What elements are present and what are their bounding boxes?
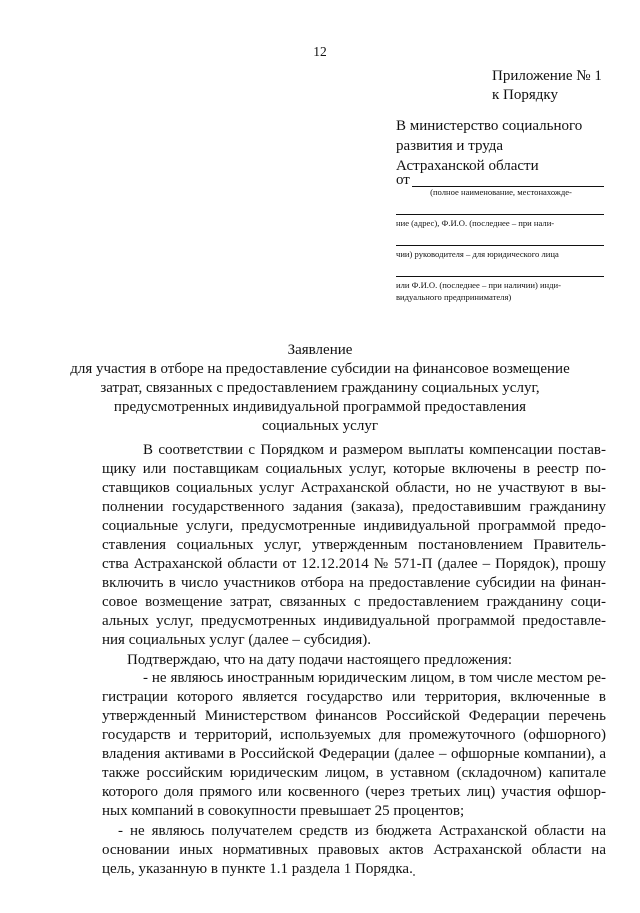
- body-line: которого доля прямого или косвенного (через третьих лиц) участия офшор-: [102, 784, 606, 800]
- body-line: включить в число участников отбора на предоставление субсидии на финан-: [102, 575, 606, 591]
- recipient-line: В министерство социального: [396, 118, 583, 134]
- field-hint: ние (адрес), Ф.И.О. (последнее – при нали-: [396, 218, 555, 228]
- from-field: [396, 172, 604, 188]
- fill-line: [396, 214, 604, 215]
- body-line: ставщиков социальных услуг Астраханской области, но не участвуют в вы-: [102, 480, 606, 496]
- body-line: В соответствии с Порядком и размером выплаты компенсации постав-: [143, 442, 606, 458]
- body-line: - не являюсь получателем средств из бюджета Астраханской области на: [118, 823, 606, 839]
- body-line: гистрации которого является государство или территория, включенные в: [102, 689, 606, 705]
- body-line: полнении государственного задания (заказа), предоставившим гражданину: [102, 499, 606, 515]
- recipient-line: развития и труда: [396, 138, 504, 154]
- body-line: ния социальных услуг (далее – субсидия).: [102, 632, 372, 648]
- title-line: затрат, связанных с предоставлением гражданину социальных услуг,: [100, 380, 540, 396]
- body-line: также российским юридическим лицом, в уставном (складочном) капитале: [102, 765, 606, 781]
- body-line: щику или поставщикам социальных услуг, которые включены в реестр по-: [102, 461, 606, 477]
- field-hint: чии) руководителя – для юридического лица: [396, 249, 559, 259]
- body-line: цель, указанную в пункте 1.1 раздела 1 Порядка.: [102, 861, 413, 877]
- page-number: 12: [313, 44, 327, 59]
- body-line: ства Астраханской области от 12.12.2014 № 571-П (далее – Порядок), прошу: [102, 556, 606, 572]
- body-line: альных услуг, предусмотренных индивидуальной программой предоставле-: [102, 613, 606, 629]
- body-line: основании иных нормативных правовых актов Астраханской области на: [102, 842, 606, 858]
- body-line: утвержденный Министерством финансов Российской Федерации перечень: [102, 708, 606, 724]
- appendix-header: [492, 67, 602, 105]
- recipient-block: [396, 116, 606, 176]
- fill-line: [396, 276, 604, 277]
- field-hint: видуального предпринимателя): [396, 292, 512, 302]
- scan-speck: [413, 874, 415, 876]
- recipient-line: Астраханской области: [396, 158, 539, 174]
- title-line: социальных услуг: [262, 418, 378, 434]
- field-hint: или Ф.И.О. (последнее – при наличии) инди-: [396, 280, 561, 290]
- body-line: совое возмещение затрат, связанных с предоставлением гражданину соци-: [102, 594, 606, 610]
- appendix-line: Приложение № 1: [492, 68, 602, 84]
- body-line: социальные услуги, предусмотренные индивидуальной программой предо-: [102, 518, 606, 534]
- body-line: государств и территорий, используемых для промежуточного (офшорного): [102, 727, 606, 743]
- body-line: ных компаний в совокупности превышает 25 процентов;: [102, 803, 465, 819]
- title-line: для участия в отборе на предоставление субсидии на финансовое возмещение: [70, 361, 570, 377]
- document-title: [0, 341, 640, 436]
- body-line: - не являюсь иностранным юридическим лицом, в том числе местом ре-: [143, 670, 606, 686]
- field-hint: (полное наименование, местонахожде-: [430, 187, 572, 197]
- fill-line: [396, 245, 604, 246]
- appendix-line: к Порядку: [492, 87, 558, 103]
- body-line: Подтверждаю, что на дату подачи настоящего предложения:: [127, 652, 513, 668]
- body-line: ставления социальных услуг, утвержденным постановлением Правитель-: [102, 537, 606, 553]
- from-label: от: [396, 172, 410, 188]
- body-line: владения активами в Российской Федерации (далее – офшорные компании), а: [102, 746, 606, 762]
- title-heading: Заявление: [287, 342, 353, 358]
- title-line: предусмотренных индивидуальной программой предоставления: [113, 399, 527, 415]
